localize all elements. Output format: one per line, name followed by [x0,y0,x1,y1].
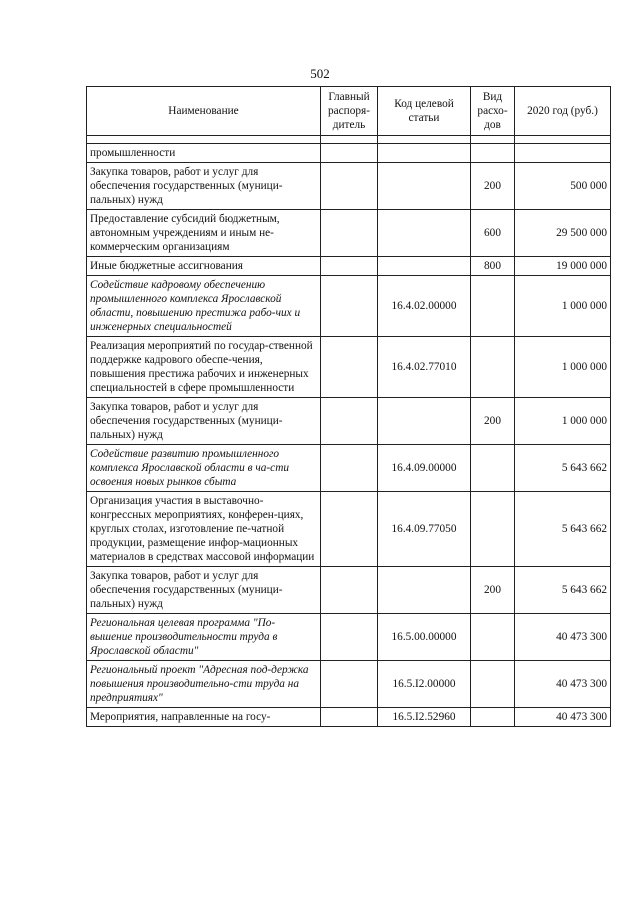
row-main-manager [321,210,378,257]
table-row [87,210,611,257]
header-expense-type: Вид расхо-дов [471,87,515,136]
row-name: Закупка товаров, работ и услуг для обеспечения государственных (муници-пальных) нужд [87,398,321,445]
row-expense-type [471,337,515,398]
row-main-manager [321,144,378,163]
header-spacer-row [87,136,611,144]
row-target-code: 16.4.02.00000 [378,276,471,337]
row-target-code: 16.4.02.77010 [378,337,471,398]
table-row [87,337,611,398]
table-row [87,398,611,445]
row-target-code [378,163,471,210]
row-target-code [378,210,471,257]
row-name: Содействие развитию промышленного комплекса Ярославской области в ча-сти освоения новых рынков сбыта [87,445,321,492]
row-main-manager [321,163,378,210]
header-name: Наименование [87,87,321,136]
row-expense-type [471,144,515,163]
row-target-code [378,567,471,614]
table-row [87,163,611,210]
row-name: Региональная целевая программа "По-вышение производительности труда в Ярославской области" [87,614,321,661]
row-main-manager [321,276,378,337]
row-sum: 500 000 [515,163,611,210]
row-target-code: 16.5.I2.52960 [378,708,471,727]
row-sum: 5 643 662 [515,445,611,492]
table-row [87,614,611,661]
row-target-code [378,257,471,276]
row-target-code: 16.4.09.00000 [378,445,471,492]
row-target-code: 16.5.I2.00000 [378,661,471,708]
row-main-manager [321,492,378,567]
row-name: Закупка товаров, работ и услуг для обеспечения государственных (муници-пальных) нужд [87,163,321,210]
row-sum: 5 643 662 [515,492,611,567]
row-sum: 40 473 300 [515,614,611,661]
table-row [87,257,611,276]
row-main-manager [321,567,378,614]
row-expense-type [471,445,515,492]
row-name: Предоставление субсидий бюджетным, автономным учреждениям и иным не-коммерческим организациям [87,210,321,257]
page-number: 502 [310,66,330,81]
row-main-manager [321,708,378,727]
header-year-sum: 2020 год (руб.) [515,87,611,136]
row-expense-type [471,661,515,708]
row-sum: 5 643 662 [515,567,611,614]
row-name: Мероприятия, направленные на госу- [87,708,321,727]
row-expense-type: 600 [471,210,515,257]
row-expense-type [471,614,515,661]
row-sum [515,144,611,163]
row-sum: 40 473 300 [515,708,611,727]
row-name: Региональный проект "Адресная под-держка повышения производительно-сти труда на предприятиях" [87,661,321,708]
row-sum: 40 473 300 [515,661,611,708]
table-row [87,144,611,163]
row-expense-type [471,276,515,337]
row-name: Реализация мероприятий по государ-ственной поддержке кадрового обеспе-чения, повышения престижа рабочих и инженерных специальностей в сфере промышленности [87,337,321,398]
row-expense-type [471,492,515,567]
row-expense-type: 800 [471,257,515,276]
row-expense-type [471,708,515,727]
table-row [87,445,611,492]
row-main-manager [321,661,378,708]
row-sum: 1 000 000 [515,337,611,398]
row-sum: 1 000 000 [515,276,611,337]
row-target-code: 16.4.09.77050 [378,492,471,567]
row-name: Закупка товаров, работ и услуг для обеспечения государственных (муници-пальных) нужд [87,567,321,614]
row-main-manager [321,445,378,492]
row-name: промышленности [87,144,321,163]
row-target-code [378,144,471,163]
row-name: Содействие кадровому обеспечению промышленного комплекса Ярославской области, повышению престижа рабо-чих и инженерных специальностей [87,276,321,337]
row-main-manager [321,257,378,276]
row-name: Иные бюджетные ассигнования [87,257,321,276]
table-row [87,708,611,727]
header-main-manager: Главный распоря-дитель [321,87,378,136]
budget-table [86,86,611,727]
row-expense-type: 200 [471,163,515,210]
row-main-manager [321,337,378,398]
row-name: Организация участия в выставочно-конгрессных мероприятиях, конферен-циях, круглых столах, изготовление пе-чатной продукции, размещение инфор-мационных материалов в средствах массовой информации [87,492,321,567]
table-header-row [87,87,611,136]
row-sum: 29 500 000 [515,210,611,257]
header-target-code: Код целевой статьи [378,87,471,136]
row-main-manager [321,614,378,661]
row-main-manager [321,398,378,445]
row-sum: 19 000 000 [515,257,611,276]
row-target-code [378,398,471,445]
table-row [87,567,611,614]
row-sum: 1 000 000 [515,398,611,445]
row-expense-type: 200 [471,567,515,614]
table-row [87,492,611,567]
row-expense-type: 200 [471,398,515,445]
row-target-code: 16.5.00.00000 [378,614,471,661]
table-row [87,276,611,337]
table-row [87,661,611,708]
